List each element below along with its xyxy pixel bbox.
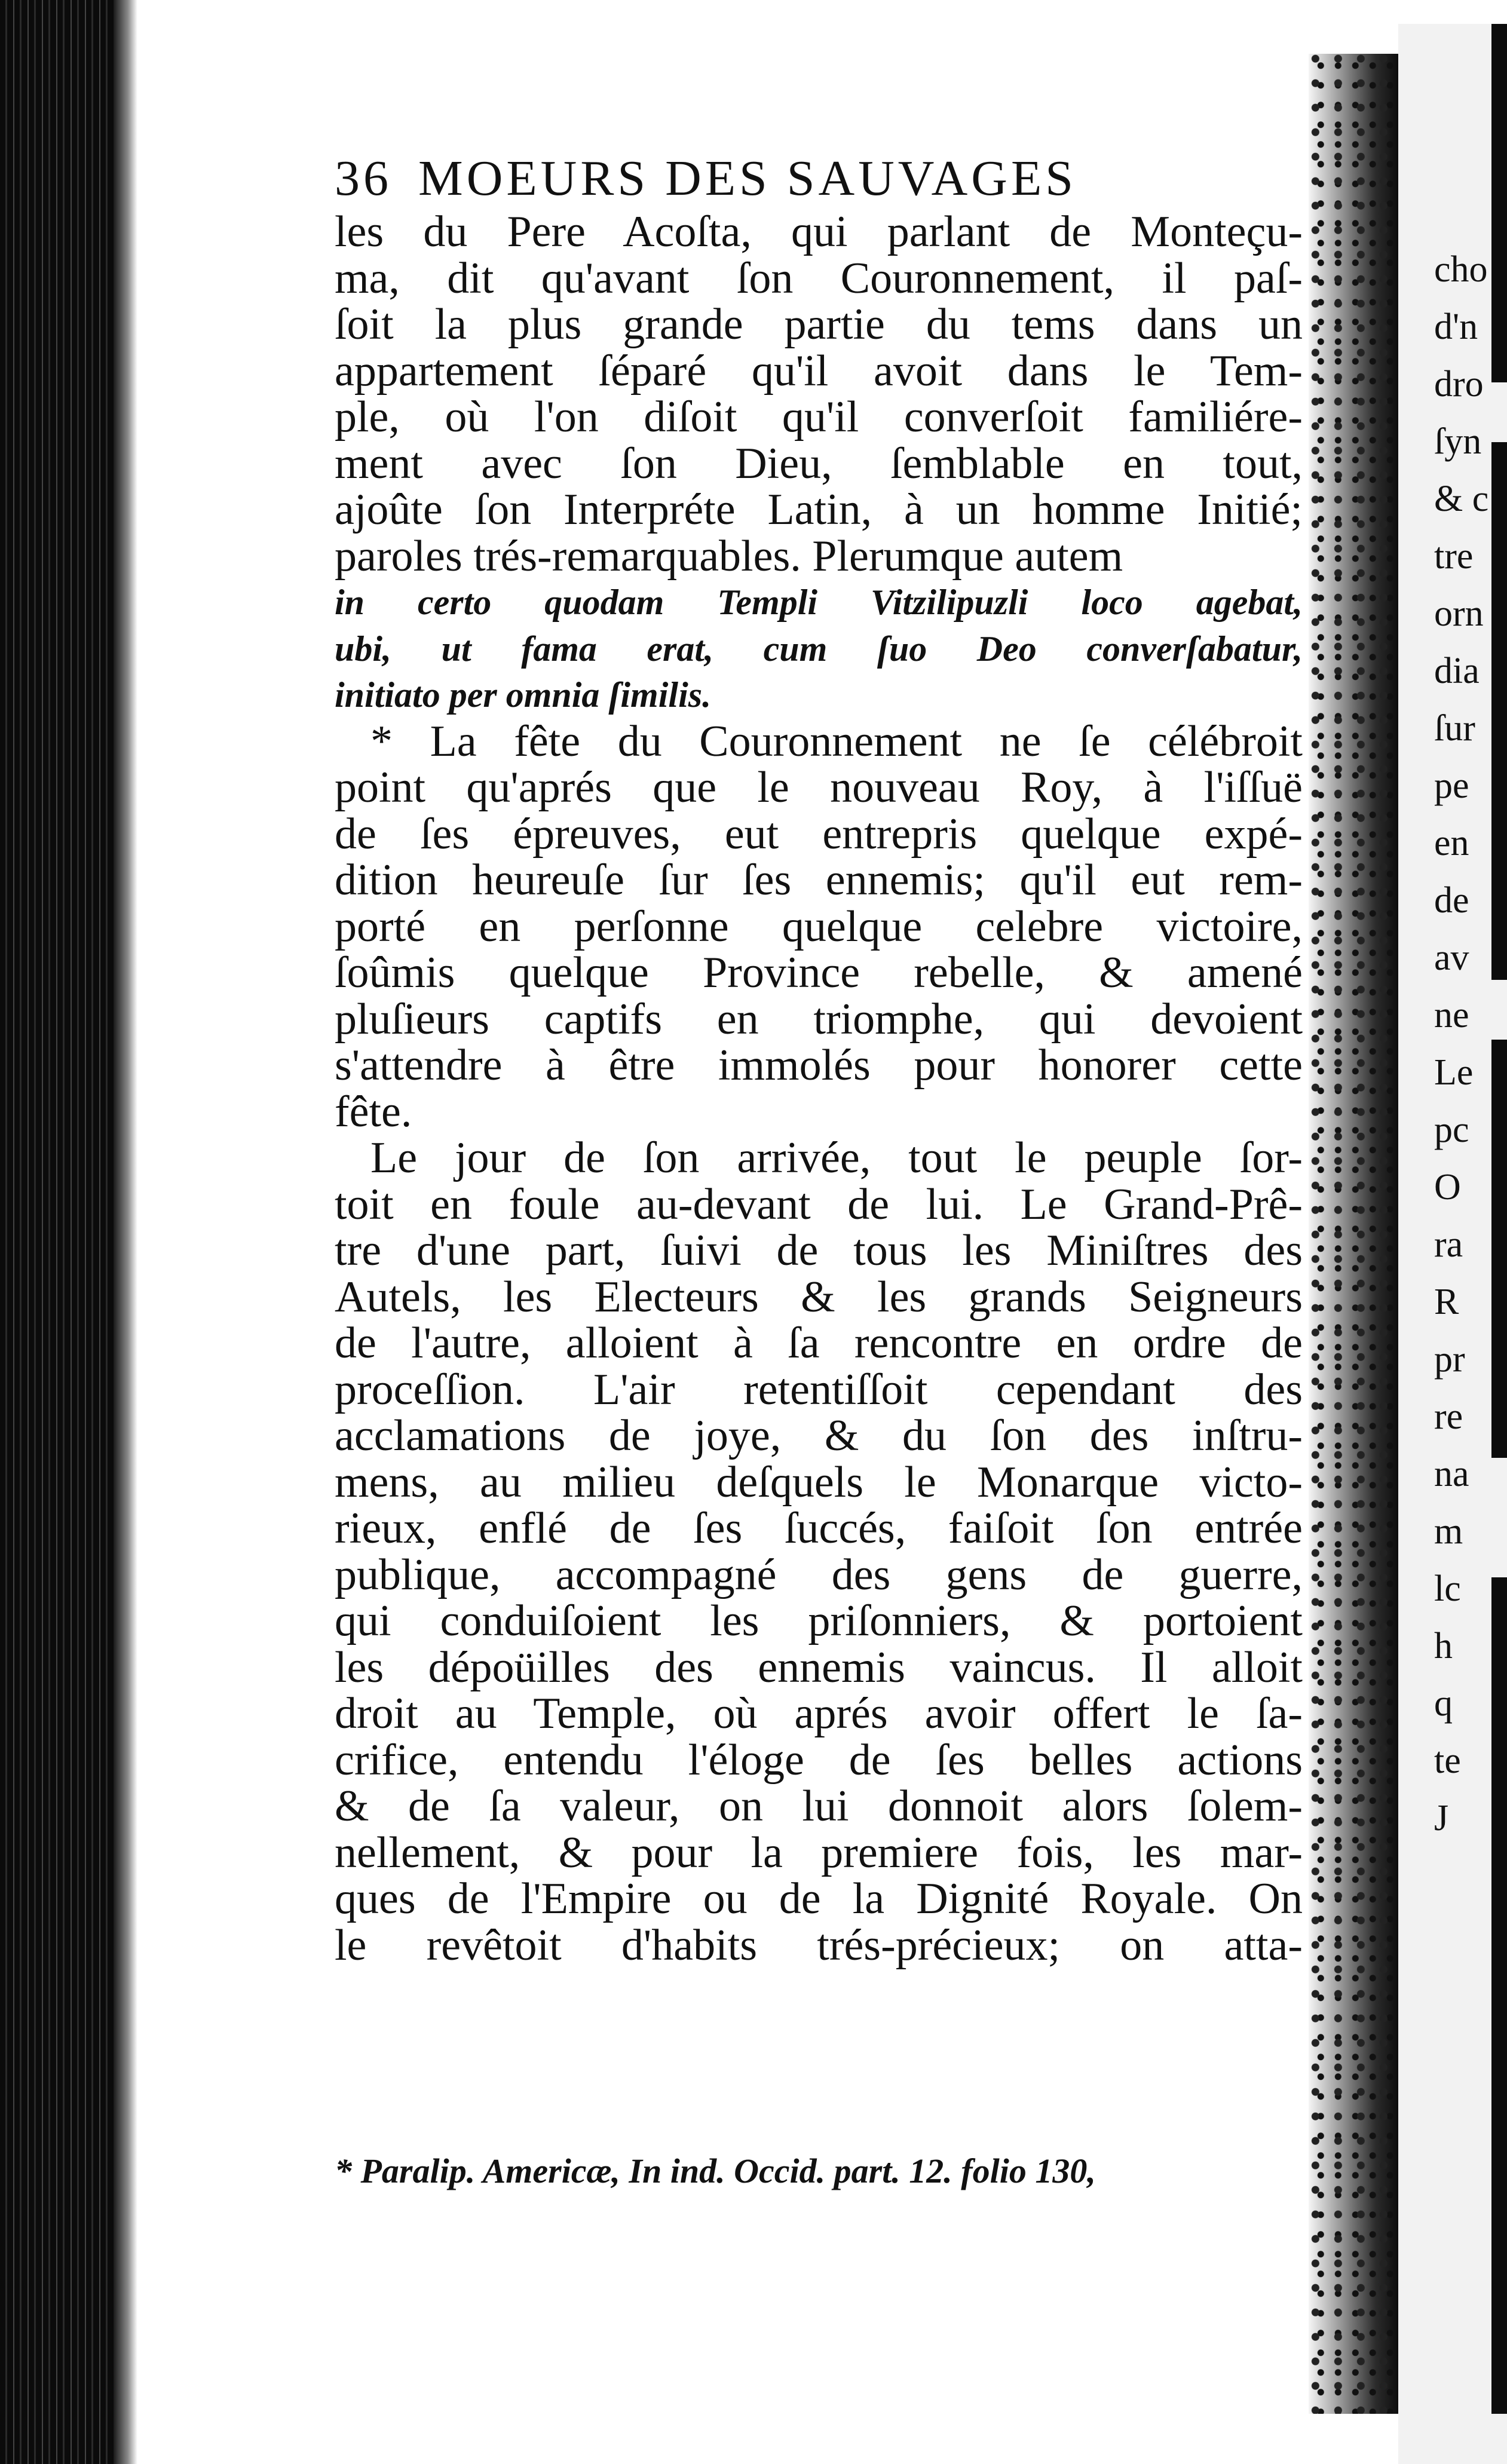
text-line: ſoûmis quelque Province rebelle, & amené xyxy=(335,948,1303,997)
text-line: de ſes épreuves, eut entrepris quelque expé- xyxy=(335,809,1303,859)
facing-page-fragment: de xyxy=(1434,880,1469,921)
facing-page-fragment: ra xyxy=(1434,1224,1463,1265)
text-line: de l'autre, alloient à ſa rencontre en ordre de xyxy=(335,1319,1303,1368)
facing-page-dark-edge xyxy=(1491,24,1507,382)
text-line: Autels, les Electeurs & les grands Seigneurs xyxy=(335,1272,1303,1322)
facing-page-fragment: re xyxy=(1434,1396,1463,1437)
facing-page-fragment: te xyxy=(1434,1740,1461,1781)
page-body xyxy=(335,209,1303,1969)
text-line: pluſieurs captifs en triomphe, qui devoient xyxy=(335,994,1303,1044)
facing-page-fragment: pr xyxy=(1434,1339,1465,1380)
running-title: MOEURS DES SAUVAGES xyxy=(418,151,1077,206)
text-line: proceſſion. L'air retentiſſoit cependant des xyxy=(335,1365,1303,1414)
text-line: le revêtoit d'habits trés-précieux; on atta- xyxy=(335,1920,1303,1970)
facing-page-edge xyxy=(1398,24,1507,2464)
text-line: dition heureuſe ſur ſes ennemis; qu'il eut rem- xyxy=(335,856,1303,905)
text-line: ques de l'Empire ou de la Dignité Royale. On xyxy=(335,1874,1303,1923)
facing-page-fragment: q xyxy=(1434,1683,1453,1724)
text-line: tre d'une part, ſuivi de tous les Miniſtres des xyxy=(335,1226,1303,1275)
facing-page-fragment: pe xyxy=(1434,765,1469,806)
facing-page-fragment: orn xyxy=(1434,593,1484,634)
facing-page-fragment: en xyxy=(1434,823,1469,863)
facing-page-fragment: Le xyxy=(1434,1052,1474,1093)
book-spine-shadow xyxy=(0,0,114,2464)
text-line: droit au Temple, où aprés avoir offert le ſa- xyxy=(335,1689,1303,1738)
facing-page-shadow xyxy=(1309,54,1398,2414)
text-line: publique, accompagné des gens de guerre, xyxy=(335,1550,1303,1599)
text-line: qui conduiſoient les priſonniers, & portoient xyxy=(335,1596,1303,1645)
facing-page-dark-edge xyxy=(1491,1040,1507,1458)
text-line: ma, dit qu'avant ſon Couronnement, il paſ- xyxy=(335,253,1303,303)
facing-page-fragment: J xyxy=(1434,1798,1449,1838)
facing-page-dark-edge xyxy=(1491,1577,1507,2414)
facing-page-fragment: O xyxy=(1434,1167,1461,1208)
text-line: appartement ſéparé qu'il avoit dans le Tem- xyxy=(335,346,1303,396)
text-line: point qu'aprés que le nouveau Roy, à l'iſſuë xyxy=(335,763,1303,812)
facing-page-fragment: cho xyxy=(1434,249,1488,290)
text-line: Le jour de ſon arrivée, tout le peuple ſor- xyxy=(370,1133,1303,1182)
facing-page-fragment: pc xyxy=(1434,1110,1469,1150)
running-head xyxy=(335,149,1303,209)
text-line: nellement, & pour la premiere fois, les mar- xyxy=(335,1828,1303,1877)
spine-edge-gradient xyxy=(114,0,137,2464)
text-line: acclamations de joye, & du ſon des inſtru- xyxy=(335,1411,1303,1460)
text-line: fête. xyxy=(335,1087,412,1136)
text-line: ſoit la plus grande partie du tems dans un xyxy=(335,300,1303,349)
text-line: porté en perſonne quelque celebre victoire, xyxy=(335,902,1303,951)
text-line: les du Pere Acoſta, qui parlant de Monteçu- xyxy=(335,207,1303,256)
text-line: ment avec ſon Dieu, ſemblable en tout, xyxy=(335,439,1303,488)
text-line: ubi, ut fama erat, cum ſuo Deo converſabatur, xyxy=(335,629,1303,669)
page-number: 36 xyxy=(335,151,392,206)
facing-page-fragment: ſur xyxy=(1434,708,1475,749)
facing-page-fragment: lc xyxy=(1434,1568,1461,1609)
footnote: * Paralip. Americæ, In ind. Occid. part. 12. folio 130, xyxy=(335,2152,1096,2190)
text-line: initiato per omnia ſimilis. xyxy=(335,675,712,715)
text-line: rieux, enflé de ſes ſuccés, faiſoit ſon entrée xyxy=(335,1504,1303,1553)
facing-page-dark-edge xyxy=(1491,442,1507,980)
text-line: ajoûte ſon Interpréte Latin, à un homme Initié; xyxy=(335,485,1303,534)
facing-page-fragment: tre xyxy=(1434,536,1474,577)
facing-page-fragment: m xyxy=(1434,1511,1463,1552)
text-line: crifice, entendu l'éloge de ſes belles actions xyxy=(335,1735,1303,1785)
facing-page-fragment: ſyn xyxy=(1434,421,1482,462)
text-line: toit en foule au-devant de lui. Le Grand-Prê- xyxy=(335,1179,1303,1229)
facing-page-fragment: d'n xyxy=(1434,307,1478,347)
facing-page-fragment: na xyxy=(1434,1454,1469,1494)
text-line: paroles trés-remarquables. Plerumque autem xyxy=(335,531,1123,581)
text-line: les dépoüilles des ennemis vaincus. Il alloit xyxy=(335,1642,1303,1692)
text-line: in certo quodam Templi Vitzilipuzli loco agebat, xyxy=(335,583,1303,622)
facing-page-fragment: h xyxy=(1434,1626,1453,1666)
facing-page-fragment: & c xyxy=(1434,479,1489,519)
facing-page-fragment: dro xyxy=(1434,364,1484,404)
text-line: mens, au milieu deſquels le Monarque victo- xyxy=(335,1457,1303,1507)
text-line: & de ſa valeur, on lui donnoit alors ſolem- xyxy=(335,1782,1303,1831)
facing-page-fragment: av xyxy=(1434,937,1469,978)
facing-page-fragment: ne xyxy=(1434,995,1469,1035)
facing-page-fragment: dia xyxy=(1434,651,1480,691)
book-page xyxy=(335,149,1303,1969)
text-line: s'attendre à être immolés pour honorer cette xyxy=(335,1041,1303,1090)
text-line: * La fête du Couronnement ne ſe célébroit xyxy=(370,716,1303,766)
text-line: ple, où l'on diſoit qu'il converſoit familiére- xyxy=(335,393,1303,442)
facing-page-fragment: R xyxy=(1434,1282,1459,1322)
